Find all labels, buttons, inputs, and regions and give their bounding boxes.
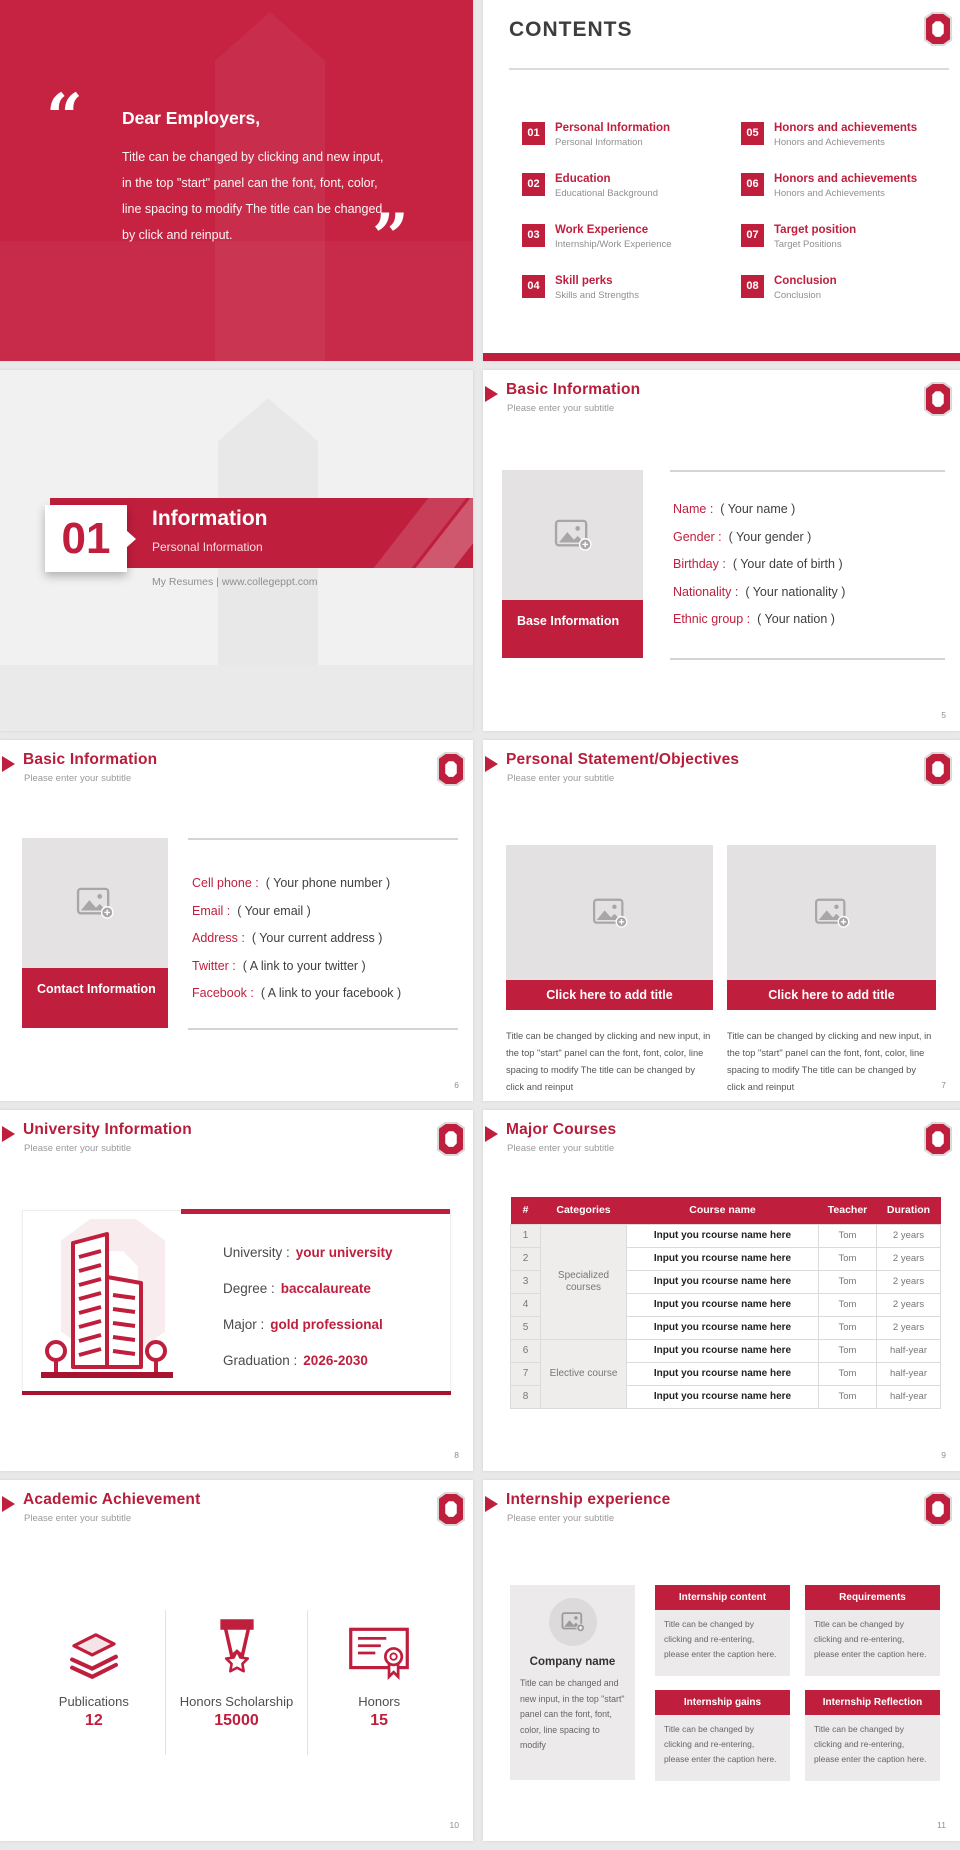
item-title: Personal Information [555,122,671,134]
page-title: Basic Information [23,751,158,768]
image-placeholder [727,845,936,980]
contents-item [522,275,732,315]
info-row: Email : ( Your email ) [192,903,311,918]
statement-column [506,845,713,1096]
quote-title: Dear Employers, [122,108,261,128]
achievement-stats [23,1610,450,1755]
info-list [673,496,845,634]
section-title: Information [152,507,268,530]
category-cell: Elective course [541,1339,627,1408]
page-number: 9 [941,1450,946,1460]
internship-card-body: Title can be changed by clicking and re-entering, please enter the caption here. [655,1715,790,1781]
image-placeholder [506,845,713,980]
osu-logo-icon [926,1494,950,1524]
internship-card [805,1690,940,1781]
page-subtitle: Please enter your subtitle [507,1513,615,1524]
image-placeholder [502,470,643,600]
slide-university-information[interactable] [0,1110,473,1471]
item-number-badge: 01 [522,122,545,145]
item-subtitle: Honors and Achievements [774,137,885,148]
add-title-button: Click here to add title [506,980,713,1010]
info-row: Ethnic group : ( Your nation ) [673,612,835,626]
info-list [192,870,401,1008]
info-row: Birthday : ( Your date of birth ) [673,557,843,571]
column-header: Course name [627,1197,819,1224]
section-subtitle: Personal Information [152,540,263,554]
column-header: # [511,1197,541,1224]
item-subtitle: Target Positions [774,239,842,250]
university-details [223,1235,393,1379]
add-image-icon [592,898,628,928]
divider-top [188,838,458,840]
item-number-badge: 05 [741,122,764,145]
page-title: Academic Achievement [23,1491,201,1508]
info-row: Gender : ( Your gender ) [673,529,812,544]
add-image-icon [76,887,114,919]
campus-buildings-icon [41,1223,173,1386]
info-row: Degree : baccalaureate [223,1281,371,1296]
section-number-box [45,505,127,572]
column-header: Categories [541,1197,627,1224]
item-subtitle: Honors and Achievements [774,188,885,199]
achievement-item [307,1610,450,1755]
item-title: Work Experience [555,224,649,236]
info-row: Name : ( Your name ) [673,502,796,516]
contents-item [741,122,951,162]
slide-personal-statement[interactable] [483,740,960,1101]
item-title: Honors and achievements [774,122,918,134]
section-marker-icon [485,756,498,772]
osu-logo-icon [926,384,950,414]
courses-table [510,1197,941,1409]
achievement-item [23,1610,165,1755]
category-cell: Specialized courses [541,1224,627,1339]
item-number-badge: 02 [522,173,545,196]
info-card-label: Base Information [502,600,643,658]
page-number: 10 [449,1820,459,1830]
section-marker-icon [2,1126,15,1142]
page-subtitle: Please enter your subtitle [507,1143,615,1154]
slide-academic-achievement[interactable] [0,1480,473,1841]
slide-section-01[interactable] [0,370,473,731]
section-marker-icon [485,1126,498,1142]
statement-body: Title can be changed by clicking and new input, in the top "start" panel can the font, font, color, line spacing to modify The title can be changed by click and reinput [506,1031,711,1092]
item-title: Education [555,173,611,185]
osu-logo-icon [439,1124,463,1154]
section-footer: My Resumes | www.collegeppt.com [152,576,318,588]
table-row: 5 Input you rcourse name here Tom 2 years [511,1316,941,1339]
internship-card-body: Title can be changed by clicking and re-entering, please enter the caption here. [805,1610,940,1676]
bottom-accent-bar [483,353,960,361]
achievement-label: Honors [358,1694,401,1709]
page-number: 6 [454,1080,459,1090]
achievement-value: 15000 [214,1712,259,1729]
info-row: Address : ( Your current address ) [192,931,383,945]
info-row: Major : gold professional [223,1317,383,1332]
info-row: Nationality : ( Your nationality ) [673,584,846,599]
item-number-badge: 03 [522,224,545,247]
page-number: 5 [941,710,946,720]
add-title-button: Click here to add title [727,980,936,1010]
page-subtitle: Please enter your subtitle [24,1143,132,1154]
info-row: Twitter : ( A link to your twitter ) [192,958,366,973]
item-subtitle: Educational Background [555,188,658,199]
add-image-icon [814,898,850,928]
osu-logo-icon [926,1124,950,1154]
item-subtitle: Personal Information [555,137,643,148]
internship-card-body: Title can be changed by clicking and re-entering, please enter the caption here. [805,1715,940,1781]
column-header: Duration [877,1197,941,1224]
page-title: Basic Information [506,381,641,398]
contents-item [741,224,951,264]
item-title: Honors and achievements [774,173,918,185]
statement-body: Title can be changed by clicking and new input, in the top "start" panel can the font, font, color, line spacing to modify The title can be changed by click and reinput [727,1031,932,1092]
table-row: 6 Elective course Input you rcourse name here Tom half-year [511,1339,941,1362]
osu-logo-icon [926,14,950,44]
info-card-label: Contact Information [22,968,168,1028]
info-row: University : your university [223,1245,393,1260]
page-title: Personal Statement/Objectives [506,751,740,768]
info-row: Facebook : ( A link to your facebook ) [192,986,402,1000]
add-image-icon [561,1612,585,1632]
item-subtitle: Conclusion [774,290,821,301]
image-placeholder [549,1598,597,1646]
building-silhouette-base [0,665,473,731]
section-marker-icon [485,1496,498,1512]
table-header-row [511,1197,941,1224]
page-subtitle: Please enter your subtitle [24,1513,132,1524]
item-subtitle: Internship/Work Experience [555,239,672,250]
card-top-accent [181,1209,450,1214]
item-title: Skill perks [555,275,613,287]
achievement-value: 12 [84,1712,103,1729]
close-quote-icon: ” [372,200,409,275]
image-placeholder [22,838,168,968]
company-card [510,1585,635,1780]
page-title: Major Courses [506,1121,617,1138]
internship-card-title: Internship content [655,1585,790,1610]
title-divider [509,68,949,70]
slide-basic-information[interactable] [483,370,960,731]
university-card [22,1210,451,1393]
section-marker-icon [2,756,15,772]
table-row: 8 Input you rcourse name here Tom half-year [511,1385,941,1408]
item-title: Conclusion [774,275,837,287]
internship-card [655,1585,790,1676]
slide-internship-experience[interactable] [483,1480,960,1841]
internship-card-title: Internship gains [655,1690,790,1715]
certificate-icon [348,1610,410,1682]
page-title: University Information [23,1121,192,1138]
company-description: Title can be changed and new input, in the top "start" panel can the font, font, color, line spacing to modify [520,1678,625,1750]
contents-item [741,275,951,315]
books-icon [63,1610,125,1682]
statement-column [727,845,936,1096]
contents-item [522,224,732,264]
open-quote-icon: “ [46,80,83,155]
add-image-icon [554,519,592,551]
contents-title: CONTENTS [509,18,633,41]
divider-top [670,470,945,472]
page-title: Internship experience [506,1491,671,1508]
internship-card-title: Requirements [805,1585,940,1610]
section-marker-icon [485,386,498,402]
table-row: 7 Input you rcourse name here Tom half-year [511,1362,941,1385]
medal-icon [209,1610,265,1682]
table-row: 2 Input you rcourse name here Tom 2 years [511,1247,941,1270]
section-marker-icon [2,1496,15,1512]
contents-item [522,173,732,213]
card-bottom-accent [22,1391,451,1395]
item-number-badge: 07 [741,224,764,247]
achievement-item [165,1610,308,1755]
divider-bottom [188,1028,458,1030]
table-row: 3 Input you rcourse name here Tom 2 years [511,1270,941,1293]
page-subtitle: Please enter your subtitle [507,403,615,414]
slide-contents[interactable] [483,0,960,361]
achievement-label: Honors Scholarship [179,1694,294,1709]
internship-card-title: Internship Reflection [805,1690,940,1715]
page-subtitle: Please enter your subtitle [24,773,132,784]
contents-item [741,173,951,213]
achievement-label: Publications [58,1694,129,1709]
item-subtitle: Skills and Strengths [555,290,639,301]
divider-bottom [670,658,945,660]
info-row: Cell phone : ( Your phone number ) [192,876,391,890]
table-row: 1 Specialized courses Input you rcourse name here Tom 2 years [511,1224,941,1247]
slide-quote[interactable] [0,0,473,361]
contents-item [522,122,732,162]
table-row: 4 Input you rcourse name here Tom 2 years [511,1293,941,1316]
internship-card [655,1690,790,1781]
slide-major-courses[interactable] [483,1110,960,1471]
osu-logo-icon [439,754,463,784]
page-number: 11 [937,1820,946,1830]
osu-logo-icon [439,1494,463,1524]
achievement-value: 15 [370,1712,389,1729]
internship-card [805,1585,940,1676]
company-name: Company name [529,1656,616,1668]
slide-contact-information[interactable] [0,740,473,1101]
quote-body: Title can be changed by clicking and new input, in the top "start" panel can the font, font, color, line spacing to modify The title can be changed by click and reinput. [122,150,384,242]
osu-logo-icon [926,754,950,784]
item-number-badge: 08 [741,275,764,298]
column-header: Teacher [819,1197,877,1224]
section-number: 01 [61,514,111,563]
internship-card-body: Title can be changed by clicking and re-entering, please enter the caption here. [655,1610,790,1676]
info-row: Graduation : 2026-2030 [223,1353,368,1368]
page-subtitle: Please enter your subtitle [507,773,615,784]
item-number-badge: 04 [522,275,545,298]
page-number: 8 [454,1450,459,1460]
page-number: 7 [941,1080,946,1090]
item-title: Target position [774,224,857,236]
item-number-badge: 06 [741,173,764,196]
